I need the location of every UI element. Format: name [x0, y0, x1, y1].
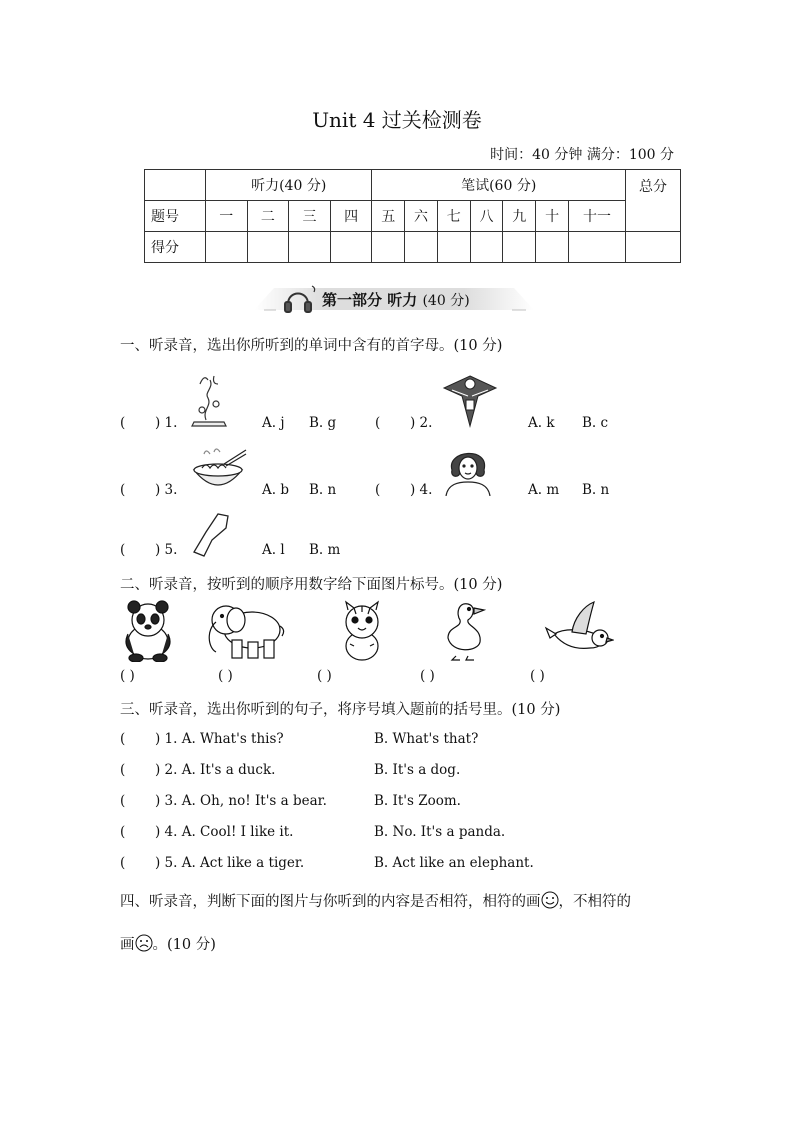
total-header: 总分 — [626, 170, 681, 232]
noodles-icon — [188, 444, 248, 498]
answer-blank[interactable]: ( ) — [120, 668, 135, 684]
table-cell: 五 — [372, 201, 405, 232]
q4-instruction-line1 — [120, 890, 631, 911]
q1-item-number: ) 1. — [155, 415, 178, 431]
q3-option-a[interactable]: ) 5. A. Act like a tiger. — [155, 855, 305, 871]
q3-option-b[interactable]: B. It's Zoom. — [374, 793, 461, 809]
listening-header: 听力(40 分) — [206, 170, 372, 201]
panda-icon — [120, 600, 176, 662]
answer-paren-open: ( — [120, 731, 126, 747]
answer-paren-open: ( — [120, 482, 126, 498]
table-cell: 四 — [330, 201, 372, 232]
option-a[interactable]: A. b — [262, 482, 289, 498]
sad-face-icon — [135, 934, 153, 952]
q3-option-a[interactable]: ) 4. A. Cool! I like it. — [155, 824, 294, 840]
answer-blank[interactable]: ( ) — [317, 668, 332, 684]
option-b[interactable]: B. n — [309, 482, 337, 498]
juice-icon — [186, 370, 232, 430]
score-cell[interactable] — [626, 232, 681, 263]
score-cell[interactable] — [330, 232, 372, 263]
table-cell: 九 — [503, 201, 536, 232]
q4-text: ，不相符的 — [558, 894, 631, 910]
tiger-icon — [334, 600, 390, 662]
answer-paren-open: ( — [120, 415, 126, 431]
table-cell: 八 — [470, 201, 503, 232]
q1-instruction: 一、听录音，选出你所听到的单词中含有的首字母。(10 分) — [120, 338, 503, 354]
answer-paren-open: ( — [120, 542, 126, 558]
q4-text: 画 — [120, 937, 135, 953]
score-cell[interactable] — [289, 232, 331, 263]
table-cell: 一 — [206, 201, 248, 232]
answer-paren-open: ( — [375, 415, 381, 431]
bird-icon — [544, 598, 614, 658]
written-header: 笔试(60 分) — [372, 170, 626, 201]
q3-option-a[interactable]: ) 2. A. It's a duck. — [155, 762, 276, 778]
table-cell: 十一 — [569, 201, 626, 232]
section-points: (40 分) — [422, 293, 470, 309]
elephant-icon — [202, 600, 288, 662]
q4-text: 四、听录音，判断下面的图片与你听到的内容是否相符，相符的画 — [120, 894, 541, 910]
answer-paren-open: ( — [120, 824, 126, 840]
q3-option-b[interactable]: B. No. It's a panda. — [374, 824, 506, 840]
q3-option-a[interactable]: ) 3. A. Oh, no! It's a bear. — [155, 793, 327, 809]
option-a[interactable]: A. m — [528, 482, 560, 498]
table-cell: 六 — [405, 201, 438, 232]
option-b[interactable]: B. c — [582, 415, 609, 431]
option-a[interactable]: A. j — [262, 415, 285, 431]
option-b[interactable]: B. n — [582, 482, 610, 498]
smiley-face-icon — [541, 891, 559, 909]
table-cell: 三 — [289, 201, 331, 232]
score-cell[interactable] — [569, 232, 626, 263]
q1-item-number: ) 2. — [410, 415, 433, 431]
score-table — [144, 169, 681, 263]
option-a[interactable]: A. l — [262, 542, 285, 558]
q1-item-number: ) 4. — [410, 482, 433, 498]
q1-item-number: ) 5. — [155, 542, 178, 558]
table-cell: 二 — [247, 201, 289, 232]
mum-icon — [442, 444, 494, 496]
section-banner-title — [322, 289, 470, 310]
q2-instruction: 二、听录音，按听到的顺序用数字给下面图片标号。(10 分) — [120, 577, 503, 593]
score-cell[interactable] — [405, 232, 438, 263]
answer-blank[interactable]: ( ) — [530, 668, 545, 684]
score-cell[interactable] — [470, 232, 503, 263]
score-cell[interactable] — [536, 232, 569, 263]
table-corner — [145, 170, 206, 201]
score-cell[interactable] — [503, 232, 536, 263]
q3-option-b[interactable]: B. It's a dog. — [374, 762, 461, 778]
table-cell: 七 — [437, 201, 470, 232]
option-b[interactable]: B. g — [309, 415, 337, 431]
leg-icon — [188, 512, 238, 558]
exam-meta: 时间：40 分钟 满分：100 分 — [490, 147, 674, 163]
answer-paren-open: ( — [120, 762, 126, 778]
score-cell[interactable] — [247, 232, 289, 263]
q3-option-b[interactable]: B. Act like an elephant. — [374, 855, 534, 871]
score-cell[interactable] — [372, 232, 405, 263]
table-cell: 十 — [536, 201, 569, 232]
page-title: Unit 4 过关检测卷 — [312, 108, 482, 132]
q1-item-number: ) 3. — [155, 482, 178, 498]
score-cell[interactable] — [206, 232, 248, 263]
q3-instruction: 三、听录音，选出你听到的句子，将序号填入题前的括号里。(10 分) — [120, 702, 561, 718]
q4-instruction-line2 — [120, 933, 216, 954]
row-label-numbers: 题号 — [145, 201, 206, 232]
q3-option-b[interactable]: B. What's that? — [374, 731, 479, 747]
option-a[interactable]: A. k — [528, 415, 555, 431]
kite-icon — [438, 370, 502, 430]
q4-text: 。(10 分) — [152, 937, 216, 953]
q3-option-a[interactable]: ) 1. A. What's this? — [155, 731, 284, 747]
duck-icon — [438, 598, 486, 662]
answer-paren-open: ( — [120, 855, 126, 871]
score-cell[interactable] — [437, 232, 470, 263]
option-b[interactable]: B. m — [309, 542, 341, 558]
answer-paren-open: ( — [120, 793, 126, 809]
answer-blank[interactable]: ( ) — [420, 668, 435, 684]
answer-paren-open: ( — [375, 482, 381, 498]
row-label-scores: 得分 — [145, 232, 206, 263]
section-title: 第一部分 听力 — [322, 291, 418, 309]
answer-blank[interactable]: ( ) — [218, 668, 233, 684]
